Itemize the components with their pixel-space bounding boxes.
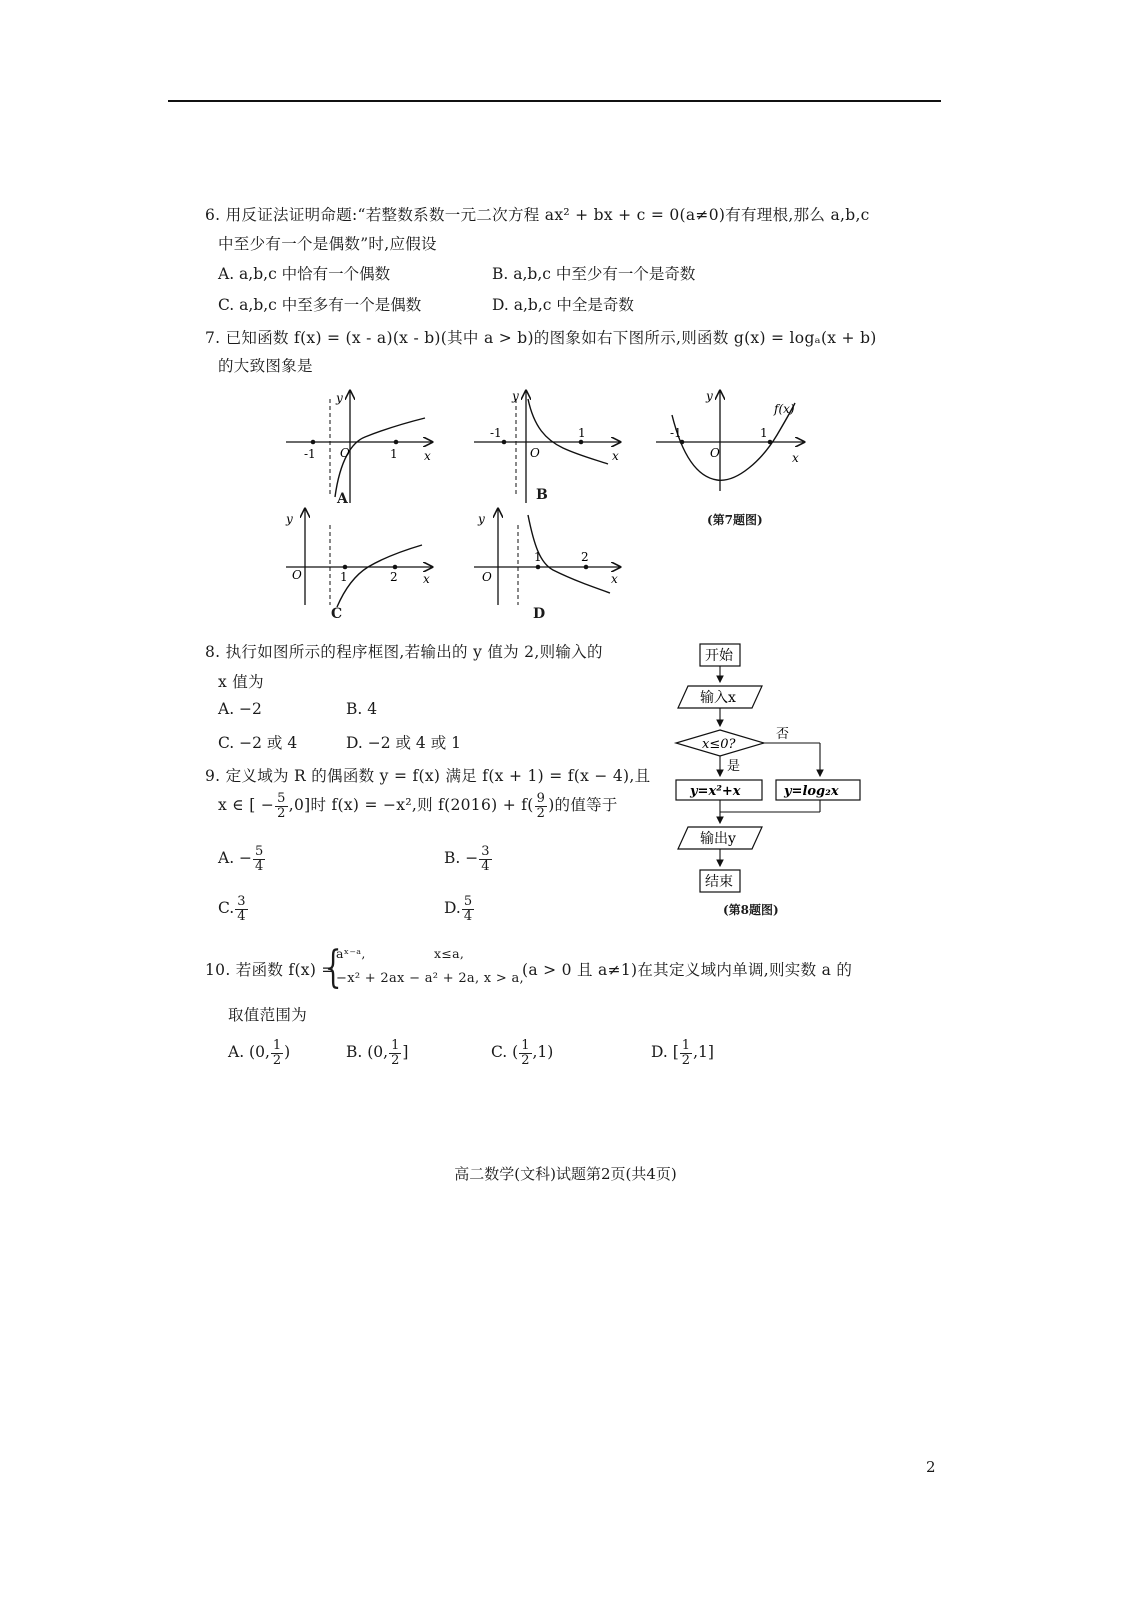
q7-graph-d xyxy=(468,505,628,613)
origin-label: O xyxy=(340,446,350,460)
denominator: 4 xyxy=(237,908,246,924)
tick-1: 1 xyxy=(534,550,542,564)
point-neg1 xyxy=(311,440,316,445)
q8-option-d: D. −2 或 4 或 1 xyxy=(346,734,462,752)
q10-line2: 取值范围为 xyxy=(228,1006,308,1024)
fraction xyxy=(235,895,247,923)
q7-reference-graph xyxy=(652,385,812,495)
point-neg1 xyxy=(680,440,685,445)
tick-1: 1 xyxy=(578,426,586,440)
right-process-text: y=log₂x xyxy=(784,784,839,799)
curve xyxy=(528,399,608,464)
q7-graph-a xyxy=(280,385,440,510)
y-label: y xyxy=(512,389,519,403)
fraction xyxy=(519,1039,531,1067)
page-number: 2 xyxy=(926,1458,936,1476)
curve xyxy=(337,545,422,607)
q9-line2-part-c: )的值等于 xyxy=(548,796,618,815)
q10-case2: −x² + 2ax − a² + 2a, x > a, xyxy=(336,971,524,986)
point-1 xyxy=(394,440,399,445)
y-label: y xyxy=(336,391,343,405)
point-1 xyxy=(343,565,348,570)
fraction xyxy=(462,895,474,923)
q6-option-b: B. a,b,c 中至少有一个是奇数 xyxy=(492,265,696,283)
q10-option-a xyxy=(228,1039,290,1067)
point-1 xyxy=(579,440,584,445)
denominator: 2 xyxy=(272,1052,282,1068)
x-label: x xyxy=(792,451,799,465)
q7-graph-b xyxy=(468,385,628,510)
q9-line2-part-b: ,0]时 f(x) = −x²,则 f(2016) + f( xyxy=(288,796,534,815)
fraction xyxy=(680,1039,692,1067)
q6-option-c: C. a,b,c 中至多有一个是偶数 xyxy=(218,296,422,314)
graph-c-label: C xyxy=(331,606,343,622)
tick-1: 1 xyxy=(340,570,348,584)
denominator: 2 xyxy=(536,805,546,821)
q8-option-c: C. −2 或 4 xyxy=(218,734,298,752)
option-label: A. − xyxy=(218,849,253,868)
option-label: D. xyxy=(444,899,461,918)
q8-line1: 8. 执行如图所示的程序框图,若输出的 y 值为 2,则输入的 xyxy=(205,643,603,661)
piecewise-brace: { xyxy=(324,942,342,993)
q6-option-a: A. a,b,c 中恰有一个偶数 xyxy=(218,265,391,283)
q8-flowchart xyxy=(670,640,870,900)
q8-caption: (第8题图) xyxy=(723,903,779,917)
fraction xyxy=(271,1039,283,1067)
denominator: 2 xyxy=(277,805,286,821)
numerator: 1 xyxy=(391,1038,400,1053)
tick-neg1: -1 xyxy=(670,426,682,440)
option-label: C. xyxy=(218,899,235,918)
point-2 xyxy=(393,565,398,570)
end-text: 结束 xyxy=(705,874,733,890)
fraction xyxy=(253,845,265,873)
q10-option-d xyxy=(651,1039,714,1067)
fraction-9-2 xyxy=(535,792,548,820)
q9-option-c xyxy=(218,895,249,923)
q7-caption: (第7题图) xyxy=(707,513,763,527)
numerator: 1 xyxy=(521,1038,530,1053)
q7-line1: 7. 已知函数 f(x) = (x - a)(x - b)(其中 a > b)的图象如右下图所示,则函数 g(x) = logₐ(x + b) xyxy=(205,329,877,347)
q10-option-c xyxy=(491,1039,553,1067)
start-text: 开始 xyxy=(705,648,733,664)
condition-text: x≤0? xyxy=(702,737,736,752)
q9-option-b xyxy=(444,845,493,873)
y-label: y xyxy=(286,512,293,526)
yes-label: 是 xyxy=(727,759,741,774)
point-neg1 xyxy=(502,440,507,445)
y-label: y xyxy=(478,512,485,526)
denominator: 4 xyxy=(463,908,473,924)
numerator: 1 xyxy=(681,1038,691,1053)
fraction xyxy=(389,1039,401,1067)
q10-case1: aˣ⁻ᵃ, x≤a, xyxy=(336,946,465,961)
x-label: x xyxy=(612,449,619,463)
input-text: 输入x xyxy=(700,690,736,706)
q9-line1: 9. 定义域为 R 的偶函数 y = f(x) 满足 f(x + 1) = f(x − 4),且 xyxy=(205,767,651,785)
graph-b-label: B xyxy=(536,487,548,503)
numerator: 3 xyxy=(481,844,490,859)
q7-line2: 的大致图象是 xyxy=(218,357,313,375)
graph-d-label: D xyxy=(533,606,546,622)
q7-graph-c xyxy=(280,505,440,613)
tick-neg1: -1 xyxy=(490,426,502,440)
option-label: A. (0, xyxy=(228,1043,270,1062)
option-suffix: ] xyxy=(402,1043,409,1062)
numerator: 3 xyxy=(237,894,246,909)
q9-option-a xyxy=(218,845,266,873)
origin-label: O xyxy=(530,446,540,460)
q9-option-d xyxy=(444,895,475,923)
option-suffix: ) xyxy=(284,1043,291,1062)
numerator: 9 xyxy=(536,791,546,806)
denominator: 2 xyxy=(391,1052,400,1068)
option-suffix: ,1) xyxy=(532,1043,554,1062)
option-label: B. (0, xyxy=(346,1043,389,1062)
fraction xyxy=(479,845,491,873)
denominator: 2 xyxy=(521,1052,530,1068)
fraction-5-2 xyxy=(275,792,288,820)
origin-label: O xyxy=(710,446,720,460)
x-label: x xyxy=(423,572,430,586)
option-label: C. ( xyxy=(491,1043,519,1062)
left-process-text: y=x²+x xyxy=(690,784,741,799)
origin-label: O xyxy=(482,570,492,584)
point-1 xyxy=(768,440,773,445)
option-label: B. − xyxy=(444,849,479,868)
q9-line2 xyxy=(218,792,618,820)
numerator: 5 xyxy=(277,791,286,806)
q10-option-b xyxy=(346,1039,408,1067)
tick-neg1: -1 xyxy=(304,447,316,461)
page-footer: 高二数学(文科)试题第2页(共4页) xyxy=(454,1165,677,1183)
q6-line2: 中至少有一个是偶数”时,应假设 xyxy=(218,235,437,253)
origin-label: O xyxy=(292,568,302,582)
no-label: 否 xyxy=(776,727,790,742)
denominator: 2 xyxy=(681,1052,691,1068)
tick-2: 2 xyxy=(390,570,398,584)
q10-suffix: (a > 0 且 a≠1)在其定义域内单调,则实数 a 的 xyxy=(522,961,853,979)
graph-a-label: A xyxy=(337,491,348,507)
output-text: 输出y xyxy=(700,831,736,847)
option-suffix: ,1] xyxy=(693,1043,714,1062)
tick-1: 1 xyxy=(390,447,398,461)
tick-2: 2 xyxy=(581,550,589,564)
top-rule xyxy=(168,100,941,102)
numerator: 5 xyxy=(463,894,473,909)
q10-prefix: 10. 若函数 f(x) = xyxy=(205,961,335,979)
denominator: 4 xyxy=(255,858,264,874)
q6-line1: 6. 用反证法证明命题:“若整数系数一元二次方程 ax² + bx + c = 0(a≠0)有有理根,那么 a,b,c xyxy=(205,206,870,224)
tick-1: 1 xyxy=(760,426,768,440)
q9-line2-part-a: x ∈ [ − xyxy=(218,796,275,815)
q8-option-b: B. 4 xyxy=(346,700,378,718)
q8-line2: x 值为 xyxy=(218,673,264,691)
denominator: 4 xyxy=(481,858,490,874)
numerator: 1 xyxy=(272,1038,282,1053)
x-label: x xyxy=(424,449,431,463)
x-label: x xyxy=(611,572,618,586)
numerator: 5 xyxy=(255,844,264,859)
q8-option-a: A. −2 xyxy=(218,700,262,718)
option-label: D. [ xyxy=(651,1043,679,1062)
y-label: y xyxy=(706,389,713,403)
point-1 xyxy=(536,565,541,570)
point-2 xyxy=(584,565,589,570)
q6-option-d: D. a,b,c 中全是奇数 xyxy=(492,296,634,314)
fx-label: f(x) xyxy=(774,402,795,416)
